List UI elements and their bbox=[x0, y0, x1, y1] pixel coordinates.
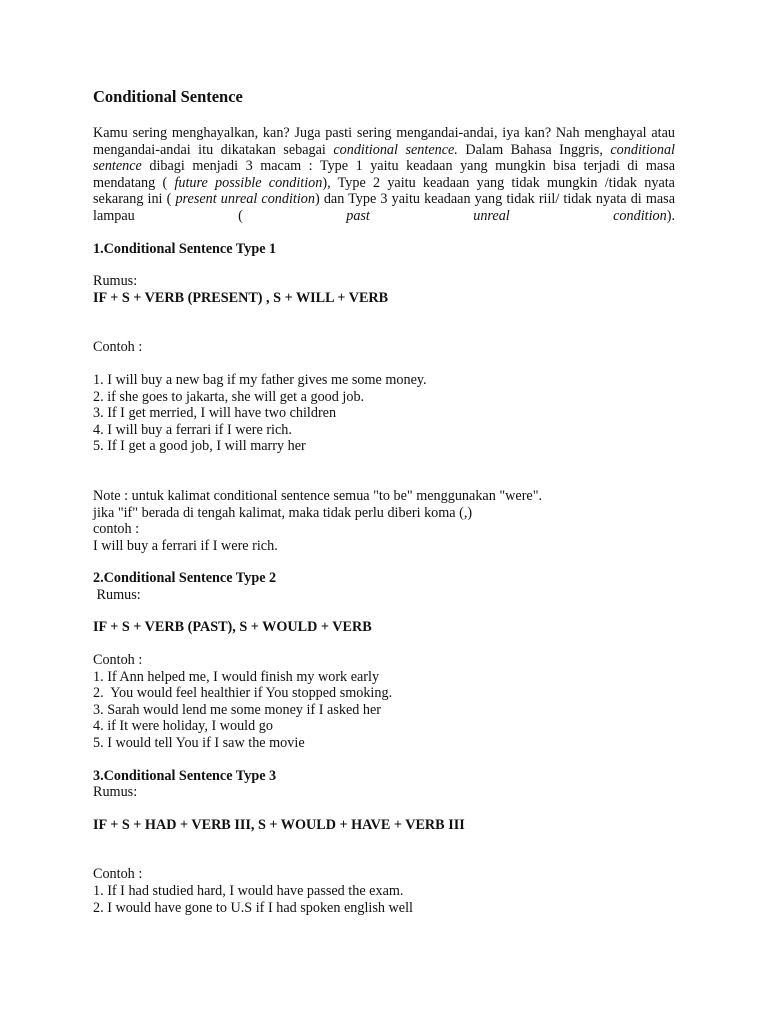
type2-contoh-label: Contoh : bbox=[93, 652, 143, 669]
type3-formula: IF + S + HAD + VERB III, S + WOULD + HAVE + VERB III bbox=[93, 816, 465, 833]
list-item: 2. You would feel healthier if You stopped smoking. bbox=[93, 685, 393, 702]
type2-rumus-label: Rumus: bbox=[93, 586, 141, 603]
list-item: 1. If I had studied hard, I would have passed the exam. bbox=[93, 883, 404, 899]
note-line: jika "if" berada di tengah kalimat, maka tidak perlu diberi koma (,) bbox=[93, 504, 473, 521]
note-line: contoh : bbox=[93, 521, 140, 538]
type2-heading: 2.Conditional Sentence Type 2 bbox=[93, 570, 277, 587]
note-line: Note : untuk kalimat conditional sentence semua "to be" menggunakan "were". bbox=[93, 487, 543, 504]
list-item: 4. I will buy a ferrari if I were rich. bbox=[93, 421, 292, 438]
document-title: Conditional Sentence bbox=[93, 87, 243, 106]
list-item: 2. if she goes to jakarta, she will get a good job. bbox=[93, 388, 365, 405]
note-line: I will buy a ferrari if I were rich. bbox=[93, 537, 278, 554]
list-item: 1. I will buy a new bag if my father gives me some money. bbox=[93, 371, 427, 388]
list-item: 4. if It were holiday, I would go bbox=[93, 718, 273, 735]
intro-paragraph: Kamu sering menghayalkan, kan? Juga pasti sering mengandai-andai, iya kan? Nah menghayal atau mengandai-andai itu dikatakan sebagai conditional sentence. Dalam Bahasa Inggris, conditional sentence dibagi menjadi 3 macam : Type 1 yaitu keadaan yang mungkin bisa terjadi di masa mendatang ( future possible condition), Type 2 yaitu keadaan yang tidak mungkin /tidak nyata sekarang ini ( present unreal condition) dan Type 3 yaitu keadaan yang tidak riil/ tidak nyata di masa lampau ( past unreal condition). bbox=[93, 125, 675, 224]
list-item: 5. I would tell You if I saw the movie bbox=[93, 735, 305, 752]
type1-formula: IF + S + VERB (PRESENT) , S + WILL + VERB bbox=[93, 289, 389, 306]
type2-examples bbox=[93, 669, 675, 752]
type1-contoh-label: Contoh : bbox=[93, 339, 143, 356]
type3-examples bbox=[93, 883, 675, 916]
type3-rumus-label: Rumus: bbox=[93, 784, 138, 801]
type3-heading: 3.Conditional Sentence Type 3 bbox=[93, 767, 277, 784]
type2-formula: IF + S + VERB (PAST), S + WOULD + VERB bbox=[93, 619, 372, 636]
list-item: 1. If Ann helped me, I would finish my work early bbox=[93, 668, 380, 685]
type1-heading: 1.Conditional Sentence Type 1 bbox=[93, 240, 277, 257]
type1-examples bbox=[93, 372, 675, 455]
list-item: 3. If I get merried, I will have two children bbox=[93, 405, 337, 422]
note-block bbox=[93, 488, 675, 554]
list-item: 3. Sarah would lend me some money if I asked her bbox=[93, 701, 382, 718]
list-item: 2. I would have gone to U.S if I had spoken english well bbox=[93, 899, 413, 916]
list-item: 5. If I get a good job, I will marry her bbox=[93, 438, 306, 455]
type3-contoh-label: Contoh : bbox=[93, 866, 143, 883]
document-page bbox=[93, 86, 675, 916]
type1-rumus-label: Rumus: bbox=[93, 273, 138, 290]
